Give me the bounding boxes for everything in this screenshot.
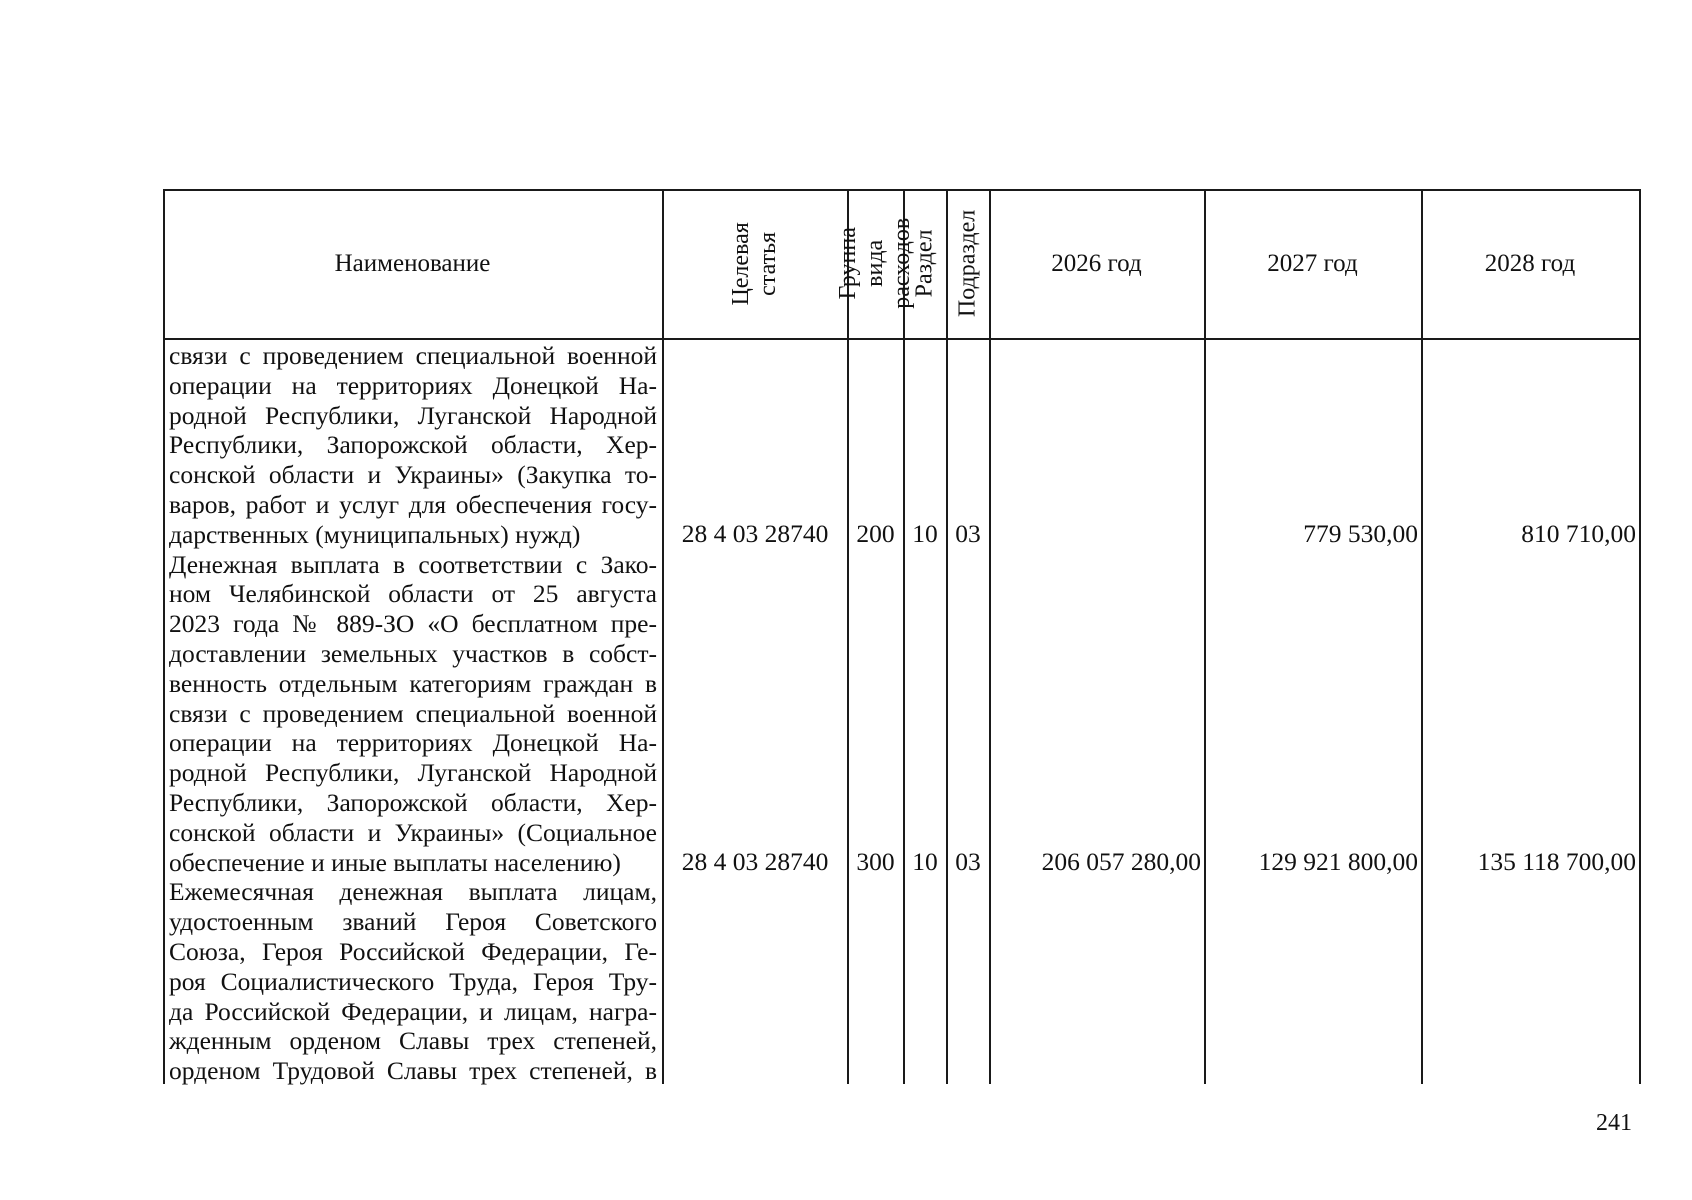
row-1-name-line: операции на территориях Донецкой На-: [169, 370, 657, 400]
row-1-target: 28 4 03 28740: [681, 519, 829, 548]
row-3-name-line: Ежемесячная денежная выплата лицам,: [169, 877, 657, 907]
row-3-name-line: удостоенным званий Героя Советского: [169, 907, 657, 937]
row-1-name-line: варов, работ и услуг для обеспечения госу-: [169, 489, 657, 519]
row-2-name-line: доставлении земельных участков в собст-: [169, 638, 657, 668]
row-1-2028: 810 710,00: [1521, 519, 1636, 548]
row-1-name-line: Республики, Запорожской области, Хер-: [169, 430, 657, 460]
row-2-name-line: Денежная выплата в соответствии с Зако-: [169, 549, 657, 579]
header-subsection: [946, 189, 989, 338]
row-2-section: 10: [912, 847, 938, 876]
budget-table: [163, 189, 1640, 1084]
table-right-border: [1639, 189, 1641, 1084]
header-subsection-text: Подраздел: [954, 209, 981, 318]
row-2-name-line: ном Челябинской области от 25 августа: [169, 579, 657, 609]
header-2027: 2027 год: [1267, 249, 1358, 277]
row-2-name-line: связи с проведением специальной военной: [169, 698, 657, 728]
row-2-2026: 206 057 280,00: [1041, 847, 1201, 876]
row-2-name-line: сонской области и Украины» (Социальное: [169, 817, 657, 847]
row-2-2027: 129 921 800,00: [1258, 847, 1418, 876]
row-2-name-line: Республики, Запорожской области, Хер-: [169, 787, 657, 817]
row-2-name-line: родной Республики, Луганской Народной: [169, 758, 657, 788]
row-1-group: 200: [856, 519, 895, 548]
row-1-subsection: 03: [955, 519, 981, 548]
row-3-name-line: да Российской Федерации, и лицам, награ-: [169, 996, 657, 1026]
row-1-name-line: сонской области и Украины» (Закупка то-: [169, 460, 657, 490]
row-1-name: [169, 341, 657, 1086]
page-number: 241: [1596, 1110, 1632, 1136]
row-2-subsection: 03: [955, 847, 981, 876]
header-2028: 2028 год: [1484, 249, 1576, 277]
row-2-name-line: операции на территориях Донецкой На-: [169, 728, 657, 758]
header-target-text: Целевая статья: [727, 221, 781, 306]
row-3-name-line: жденным орденом Славы трех степеней,: [169, 1026, 657, 1056]
header-bottom-border: [163, 338, 1640, 340]
row-2-group: 300: [856, 847, 895, 876]
row-1-2027: 779 530,00: [1303, 519, 1418, 548]
row-3-name-line: Союза, Героя Российской Федерации, Ге-: [169, 936, 657, 966]
header-section-text: Раздел: [911, 229, 938, 298]
row-1-section: 10: [912, 519, 938, 548]
row-2-name-line: 2023 года № 889-ЗО «О бесплатном пре-: [169, 609, 657, 639]
row-2-2028: 135 118 700,00: [1477, 847, 1636, 876]
header-section: [903, 189, 946, 338]
row-3-name-line: орденом Трудовой Славы трех степеней, в: [169, 1056, 657, 1086]
header-target: [662, 189, 847, 338]
row-1-name-line: дарственных (муниципальных) нужд): [169, 519, 581, 549]
row-2-name-line: обеспечение и иные выплаты населению): [169, 847, 621, 877]
row-1-name-line: связи с проведением специальной военной: [169, 341, 657, 370]
row-3-name-line: роя Социалистического Труда, Героя Тру-: [169, 966, 657, 996]
header-2026: 2026 год: [1051, 249, 1142, 277]
header-group: [834, 189, 915, 338]
header-name: Наименование: [334, 249, 491, 277]
header-group-text: Группа вида расходов: [834, 218, 915, 309]
row-2-name-line: венность отдельным категориям граждан в: [169, 668, 657, 698]
row-1-name-line: родной Республики, Луганской Народной: [169, 400, 657, 430]
row-2-target: 28 4 03 28740: [681, 847, 829, 876]
